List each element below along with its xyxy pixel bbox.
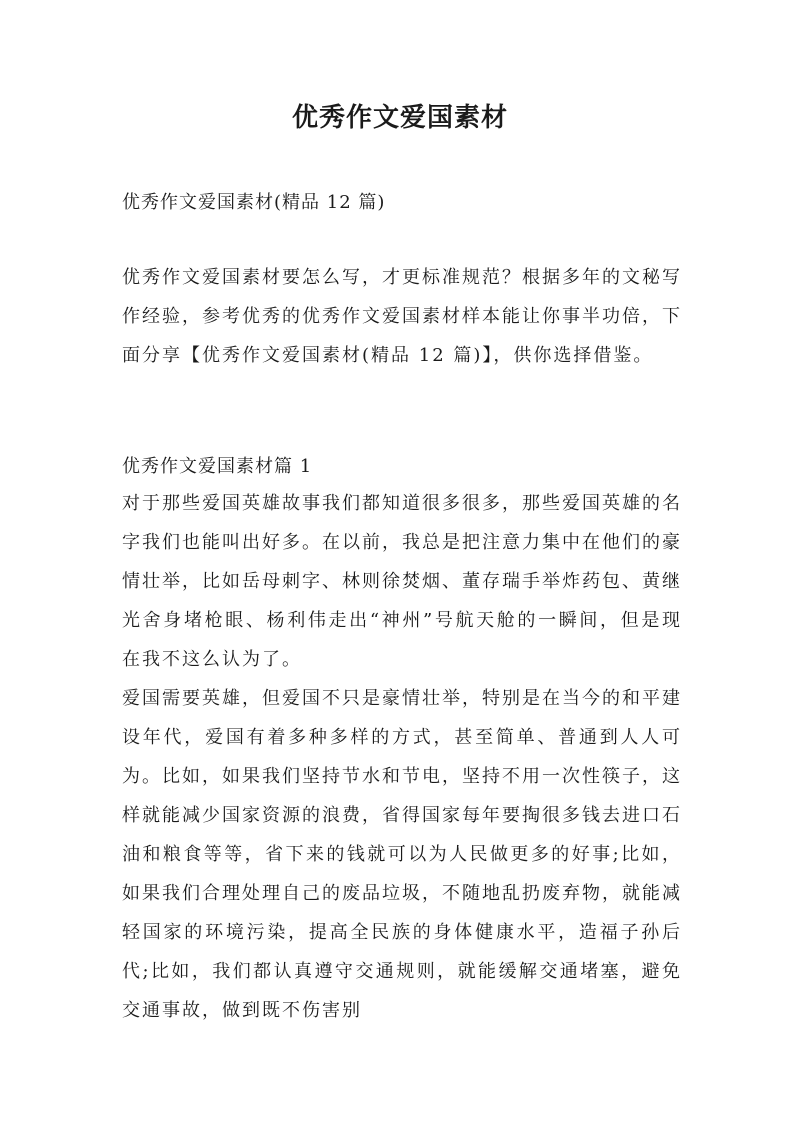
body-paragraph-1: 对于那些爱国英雄故事我们都知道很多很多，那些爱国英雄的名字我们也能叫出好多。在以前，我总是把注意力集中在他们的豪情壮举，比如岳母刺字、林则徐焚烟、董存瑞手举炸药包、黄继光舍身堵枪眼、杨利伟走出“神州”号航天舱的一瞬间，但是现在我不这么认为了。 xyxy=(122,493,682,670)
section-heading: 优秀作文爱国素材篇 1 xyxy=(122,456,313,477)
intro-paragraph xyxy=(122,258,682,375)
body-paragraph-2: 爱国需要英雄，但爱国不只是豪情壮举，特别是在当今的和平建设年代，爱国有着多种多样的方式，甚至简单、普通到人人可为。比如，如果我们坚持节水和节电，坚持不用一次性筷子，这样就能减少国家资源的浪费，省得国家每年要掏很多钱去进口石油和粮食等等，省下来的钱就可以为人民做更多的好事;比如，如果我们合理处理自己的废品垃圾，不随地乱扔废弃物，就能减轻国家的环境污染，提高全民族的身体健康水平，造福子孙后代;比如，我们都认真遵守交通规则，就能缓解交通堵塞，避免交通事故，做到既不伤害别 xyxy=(122,688,682,1021)
section-body xyxy=(122,484,682,1030)
document-title: 优秀作文爱国素材 xyxy=(291,103,508,133)
document-subtitle: 优秀作文爱国素材(精品 12 篇) xyxy=(122,192,386,213)
intro-text: 优秀作文爱国素材要怎么写，才更标准规范？根据多年的文秘写作经验，参考优秀的优秀作文爱国素材样本能让你事半功倍，下面分享【优秀作文爱国素材(精品 12 篇)】，供你选择借鉴。 xyxy=(122,267,682,366)
